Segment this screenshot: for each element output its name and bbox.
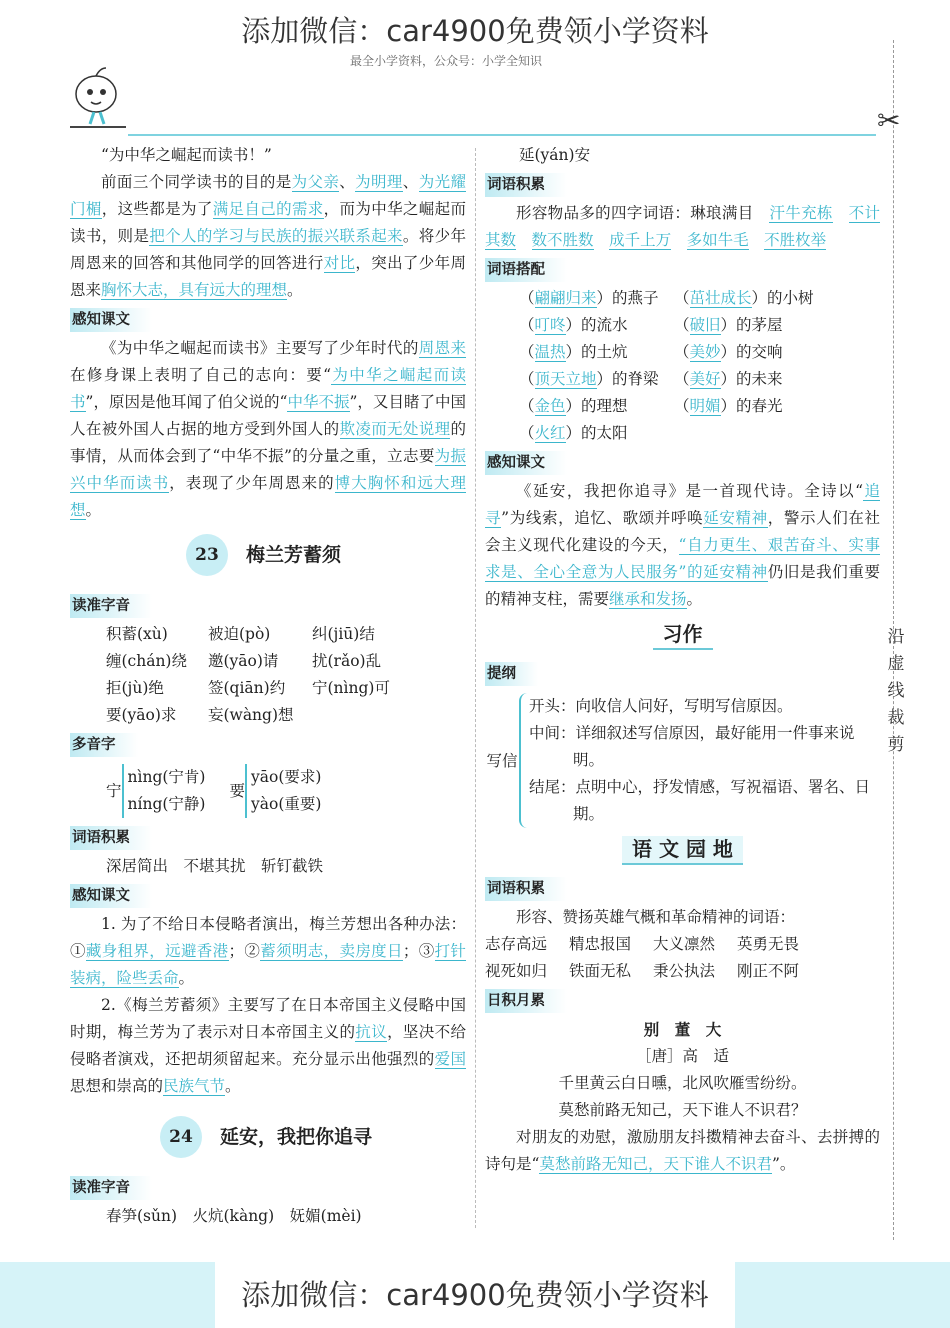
collocation-answer: 茁壮成长: [689, 289, 752, 307]
section-heading: 感知课文: [70, 884, 152, 908]
pinyin-line: 延(yán)安: [519, 146, 591, 164]
answer-text: 延安精神: [703, 509, 768, 527]
section-heading: 词语搭配: [485, 258, 567, 282]
section-heading: 多音字: [70, 733, 138, 757]
answer-text: 周恩来: [418, 339, 466, 357]
pinyin-grid: [70, 621, 466, 729]
answer-text: 藏身租界，远避香港: [85, 942, 229, 960]
answer-text: 欺凌而无处说理: [339, 420, 451, 438]
polyphone-block: [70, 764, 466, 818]
answer-text: 继承和发扬: [609, 590, 687, 608]
text-run: 仍旧是我们重要的精神支柱，需要: [485, 563, 880, 608]
poem-line: 千里黄云白日曛，北风吹雁雪纷纷。: [558, 1074, 807, 1092]
poly-reading: yào(重要): [250, 795, 322, 813]
text-run: 思想和崇高的: [70, 1077, 164, 1095]
summary-paragraph: [485, 478, 880, 613]
apple-mascot-icon: [66, 64, 128, 128]
list-item: 邀(yāo)请: [208, 652, 279, 670]
top-banner: 添加微信：car4900免费领小学资料: [0, 0, 950, 62]
text-run: 。: [178, 969, 195, 987]
collocation-answer: 金色: [534, 397, 566, 415]
list-item: 刚正不阿: [737, 962, 800, 980]
text-run: 。: [287, 281, 303, 299]
garden-title: 语 文 园 地: [622, 836, 743, 865]
composition-title: 习作: [653, 621, 713, 650]
answer-text: 为中华之崛起而读书: [70, 366, 466, 411]
text-run: ，警示人们在社会主义现代化建设的今天，: [485, 509, 880, 554]
section-heading: 日积月累: [485, 989, 567, 1013]
collocation-item: （美妙）的交响: [674, 343, 783, 361]
collocation-item: （顶天立地）的脊梁: [519, 370, 659, 388]
text-run: ，表现了少年周恩来的: [169, 474, 335, 492]
poly-reading: yāo(要求): [250, 768, 322, 786]
intro-quote: “为中华之崛起而读书！”: [101, 146, 272, 164]
idiom-intro: 形容物品多的四字词语：琳琅满目: [516, 204, 754, 222]
garden-heading: [485, 836, 880, 865]
text-run: 。: [85, 501, 102, 519]
text-run: 对朋友的劝慰，激励朋友抖擞精神去奋斗、去拼搏的诗句是“: [485, 1128, 880, 1173]
pinyin-line: 春笋(sǔn) 火炕(kàng) 妩媚(mèi): [106, 1207, 362, 1225]
collocation-item: （叮咚）的流水: [519, 316, 628, 334]
poem-title: 别 董 大: [643, 1020, 722, 1039]
word-list: 深居简出 不堪其扰 斩钉截铁: [106, 857, 324, 875]
answer-text: 打针装病，险些丢命: [70, 942, 466, 987]
answer-text: 莫愁前路无知己，天下谁人不识君: [539, 1155, 772, 1173]
text-run: 。: [686, 590, 703, 608]
answer-text: 把个人的学习与民族的振兴联系起来: [149, 227, 403, 245]
poly-readings: [245, 764, 321, 818]
text-run: ”，又目睹了中国人在被外国人占据的地方受到外国人的: [70, 393, 466, 438]
list-item: 精忠报国: [569, 935, 632, 953]
list-item: 拒(jù)绝: [106, 679, 164, 697]
text-run: ”为线索，追忆、歌颂并呼唤: [501, 509, 704, 527]
poly-char: 要: [229, 781, 245, 800]
text-run: ”，原因是他耳闻了伯父说的“: [85, 393, 288, 411]
scissors-icon: ✂: [877, 104, 901, 137]
collocation-item: （明媚）的春光: [674, 397, 783, 415]
lesson-title: 延安，我把你追寻: [220, 1125, 373, 1148]
outline-item: 结尾：点明中心，抒发情感，写祝福语、署名、日期。: [528, 778, 870, 823]
section-heading: 感知课文: [70, 308, 152, 332]
hero-intro: 形容、赞扬英雄气概和革命精神的词语：: [516, 908, 796, 926]
answer-text: 追寻: [485, 482, 880, 527]
text-run: 1. 为了不给日本侵略者演出，梅兰芳想出各种办法：①: [70, 915, 466, 960]
collocation-answer: 明媚: [689, 397, 721, 415]
collocation-item: （金色）的理想: [519, 397, 628, 415]
answer-text: 抗议: [355, 1023, 388, 1041]
section-heading: 词语积累: [485, 173, 567, 197]
idiom-answer: 多如牛毛: [686, 231, 749, 249]
collocation-item: （火红）的太阳: [519, 424, 628, 442]
poem-author: ［唐］高 适: [635, 1047, 729, 1065]
answer-text: “自力更生、艰苦奋斗、实事求是、全心全意为人民服务”的延安精神: [485, 536, 880, 581]
text-run: 。将少年周恩来的回答和其他同学的回答进行: [70, 227, 466, 272]
section-heading: 感知课文: [485, 451, 567, 475]
answer-text: 博大胸怀和远大理想: [70, 474, 466, 519]
idiom-paragraph: [485, 200, 880, 254]
text-run: ，而为中华之崛起而读书，则是: [70, 200, 466, 245]
list-item: 纠(jiū)结: [312, 625, 375, 643]
bottom-banner-text: 添加微信：car4900免费领小学资料: [215, 1262, 734, 1328]
list-item: 铁面无私: [569, 962, 632, 980]
collocation-item: （茁壮成长）的小树: [674, 289, 814, 307]
collocation-item: （美好）的未来: [674, 370, 783, 388]
collocation-item: （翩翩归来）的燕子: [519, 289, 659, 307]
answer-text: 满足自己的需求: [212, 200, 324, 218]
list-item: 签(qiān)约: [208, 679, 286, 697]
collocation-answer: 温热: [534, 343, 566, 361]
paragraph: [70, 911, 466, 992]
lesson-title: 梅兰芳蓄须: [246, 543, 342, 566]
text-run: ；②: [228, 942, 261, 960]
lesson-number: 23: [186, 534, 228, 576]
bottom-banner: [0, 1262, 950, 1328]
idiom-answer: 不计其数: [485, 204, 880, 249]
text-run: 在修身课上表明了自己的志向：要“: [70, 366, 331, 384]
collocation-item: [674, 420, 854, 447]
summary-paragraph: [70, 335, 466, 524]
collocation-answer: 美妙: [689, 343, 721, 361]
list-item: 妄(wàng)想: [208, 706, 294, 724]
idiom-answer: 成千上万: [609, 231, 672, 249]
poem-line: 莫愁前路无知己，天下谁人不识君？: [558, 1101, 807, 1119]
answer-text: 为光耀门楣: [70, 173, 466, 218]
outline-item: 中间：详细叙述写信原因，最好能用一件事来说明。: [528, 724, 855, 769]
section-heading: 词语积累: [485, 877, 567, 901]
answer-text: 为明理: [355, 173, 403, 191]
list-item: 视死如归: [485, 962, 548, 980]
text-run: 《延安，我把你追寻》是一首现代诗。全诗以“: [516, 482, 864, 500]
section-heading: 读准字音: [70, 1176, 152, 1200]
text-run: 、: [339, 173, 356, 191]
lesson-24-heading: [70, 1116, 466, 1158]
text-run: 《为中华之崛起而读书》主要写了少年时代的: [101, 339, 419, 357]
answer-text: 民族气节: [163, 1077, 226, 1095]
list-item: 志存高远: [485, 935, 548, 953]
collocation-answer: 火红: [534, 424, 566, 442]
list-item: 大义凛然: [653, 935, 716, 953]
lesson-23-heading: [70, 534, 466, 576]
list-item: 宁(nìng)可: [312, 679, 390, 697]
list-item: 被迫(pò): [208, 625, 271, 643]
collocation-answer: 美好: [689, 370, 721, 388]
answer-text: 对比: [323, 254, 356, 272]
poly-reading: níng(宁静): [127, 795, 206, 813]
left-column: [70, 142, 466, 1230]
answer-text: 蓄须明志，卖房度日: [260, 942, 403, 960]
answer-text: 为父亲: [291, 173, 340, 191]
outline-item: 开头：向收信人问好，写明写信原因。: [528, 697, 793, 715]
list-item: 扰(rǎo)乱: [312, 652, 382, 670]
collocation-grid: [485, 285, 880, 447]
header-rule: [128, 134, 876, 136]
text-run: 2.《梅兰芳蓄须》主要写了在日本帝国主义侵略中国时期，梅兰芳为了表示对日本帝国主义的: [70, 996, 466, 1041]
answer-text: 爱国: [434, 1050, 466, 1068]
text-run: ，这些都是为了: [101, 200, 213, 218]
idiom-answer: 汗牛充栋: [769, 204, 833, 222]
outline-label: 写信: [486, 751, 518, 770]
text-run: 、: [402, 173, 419, 191]
outline-items: [519, 693, 880, 828]
intro-paragraph: [70, 169, 466, 304]
list-item: 缠(chán)绕: [106, 652, 187, 670]
collocation-answer: 顶天立地: [534, 370, 597, 388]
section-heading: 读准字音: [70, 594, 152, 618]
text-run: ，坚决不给侵略者演戏，还把胡须留起来。充分显示出他强烈的: [70, 1023, 466, 1068]
cut-instruction: 沿虚线裁剪: [887, 627, 905, 755]
paragraph: [70, 992, 466, 1100]
outline-block: [485, 693, 880, 828]
poem-note: [485, 1124, 880, 1178]
list-item: 秉公执法: [653, 962, 716, 980]
text-run: 。: [225, 1077, 241, 1095]
answer-text: 胸怀大志，具有远大的理想: [101, 281, 288, 299]
list-item: 要(yāo)求: [106, 706, 177, 724]
subline: 最全小学资料，公众号：小学全知识: [350, 54, 543, 68]
collocation-item: （温热）的土炕: [519, 343, 628, 361]
hero-word-grid: [485, 931, 880, 985]
section-heading: 词语积累: [70, 826, 152, 850]
composition-heading: [485, 621, 880, 650]
poly-readings: [122, 764, 206, 818]
text-run: ；③: [402, 942, 435, 960]
poly-char: 宁: [106, 781, 122, 800]
column-divider: [475, 148, 476, 1228]
section-heading: 提纲: [485, 662, 538, 686]
answer-text: 为振兴中华而读书: [70, 447, 466, 492]
collocation-answer: 翩翩归来: [534, 289, 597, 307]
collocation-answer: 叮咚: [534, 316, 566, 334]
text-run: 前面三个同学读书的目的是: [101, 173, 292, 191]
answer-text: 中华不振: [287, 393, 350, 411]
idiom-answer: 不胜枚举: [764, 231, 827, 249]
idiom-answer: 数不胜数: [531, 231, 594, 249]
list-item: 积蓄(xù): [106, 625, 168, 643]
logo-underline: [70, 126, 126, 128]
list-item: 英勇无畏: [737, 935, 800, 953]
lesson-number: 24: [160, 1116, 202, 1158]
text-run: ”。: [771, 1155, 796, 1173]
collocation-item: （破旧）的茅屋: [674, 316, 783, 334]
collocation-answer: 破旧: [689, 316, 721, 334]
text-run: 的事情，从而体会到了“中华不振”的分量之重，立志要: [70, 420, 466, 465]
poly-reading: nìng(宁肯): [127, 768, 206, 786]
text-run: ，突出了少年周恩来: [70, 254, 466, 299]
right-column: [485, 142, 880, 1178]
